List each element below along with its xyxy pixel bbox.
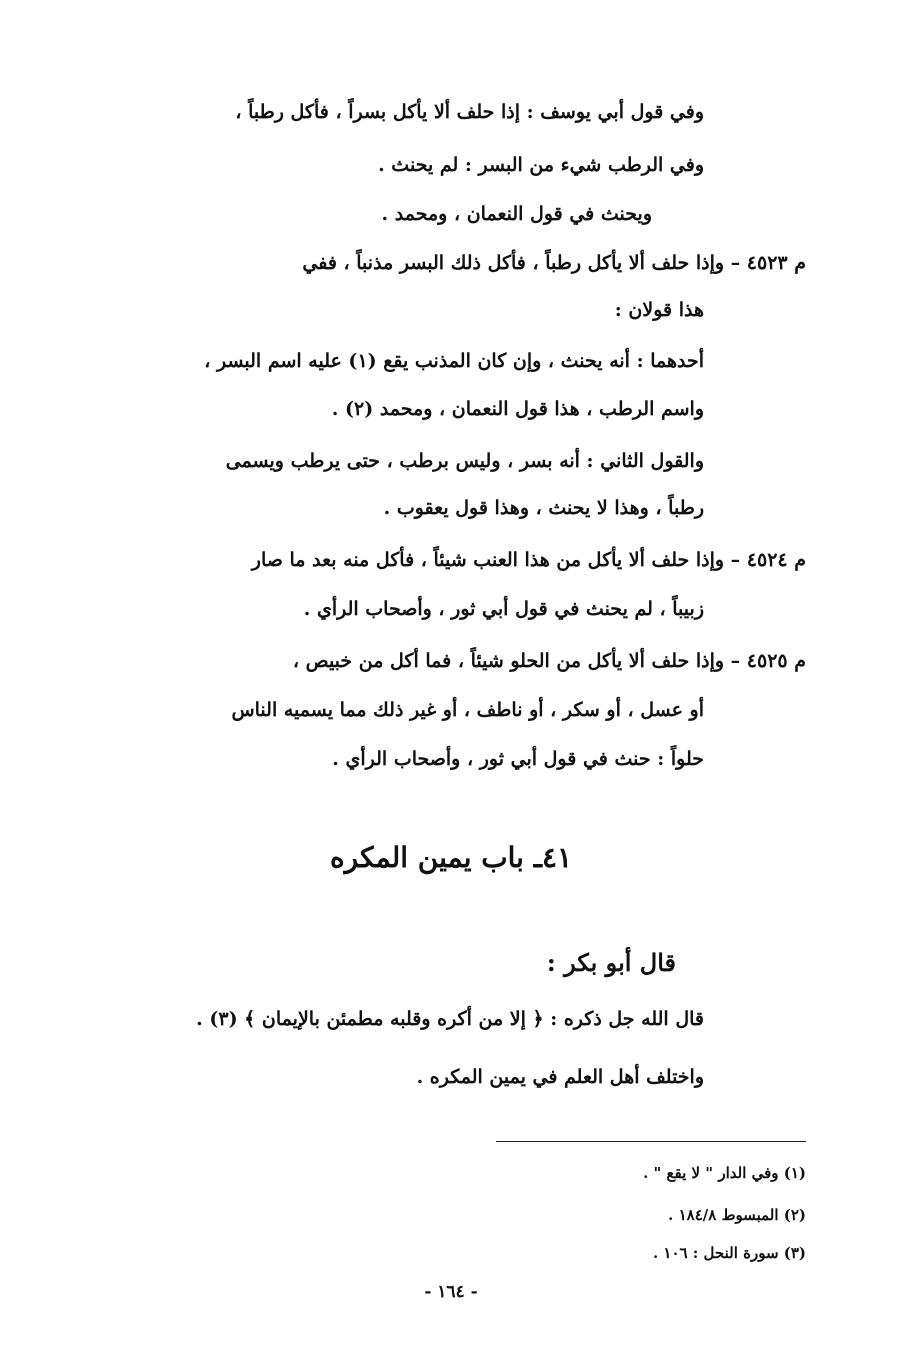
text-line: ويحنث في قول النعمان ، ومحمد .	[381, 203, 652, 225]
text-line: هذا قولان :	[614, 299, 704, 321]
text-line: أو عسل ، أو سكر ، أو ناطف ، أو غير ذلك مما يسميه الناس	[231, 699, 704, 721]
entry-4523-line: م ٤٥٢٣ – وإذا حلف ألا يأكل رطباً ، فأكل ذلك البسر مذنباً ، ففي	[302, 252, 806, 274]
text-line: رطباً ، وهذا لا يحنث ، وهذا قول يعقوب .	[383, 497, 704, 519]
chapter-title: ٤١ـ باب يمين المكره	[329, 841, 573, 874]
text-line: واسم الرطب ، هذا قول النعمان ، ومحمد (٢) .	[331, 398, 704, 420]
page-number: - ١٦٤ -	[424, 1282, 478, 1302]
text-line: وفي الرطب شيء من البسر : لم يحنث .	[378, 154, 704, 176]
entry-4525-line: م ٤٥٢٥ – وإذا حلف ألا يأكل من الحلو شيئاً ، فما أكل من خبيص ،	[292, 650, 806, 672]
footnote-divider	[496, 1141, 806, 1142]
text-line: والقول الثاني : أنه بسر ، وليس برطب ، حتى يرطب ويسمى	[225, 450, 704, 472]
text-line: واختلف أهل العلم في يمين المكره .	[416, 1066, 704, 1088]
text-line: زبيباً ، لم يحنث في قول أبي ثور ، وأصحاب الرأي .	[303, 598, 704, 620]
footnote-3: (٣) سورة النحل : ١٠٦ .	[652, 1244, 806, 1262]
quran-quote-line: قال الله جل ذكره : ﴿ إلا من أكره وقلبه مطمئن بالإيمان ﴾ (٣) .	[196, 1008, 704, 1030]
footnote-2: (٢) المبسوط ١٨٤/٨ .	[668, 1206, 806, 1224]
subheading: قال أبو بكر :	[546, 948, 676, 977]
text-line: حلواً : حنث في قول أبي ثور ، وأصحاب الرأي .	[332, 748, 704, 770]
text-line: أحدهما : أنه يحنث ، وإن كان المذنب يقع (١) عليه اسم البسر ،	[204, 350, 704, 372]
footnote-1: (١) وفي الدار " لا يقع " .	[643, 1164, 806, 1182]
text-line: وفي قول أبي يوسف : إذا حلف ألا يأكل بسراً ، فأكل رطباً ،	[235, 101, 704, 123]
entry-4524-line: م ٤٥٢٤ – وإذا حلف ألا يأكل من هذا العنب شيئاً ، فأكل منه بعد ما صار	[251, 549, 806, 571]
